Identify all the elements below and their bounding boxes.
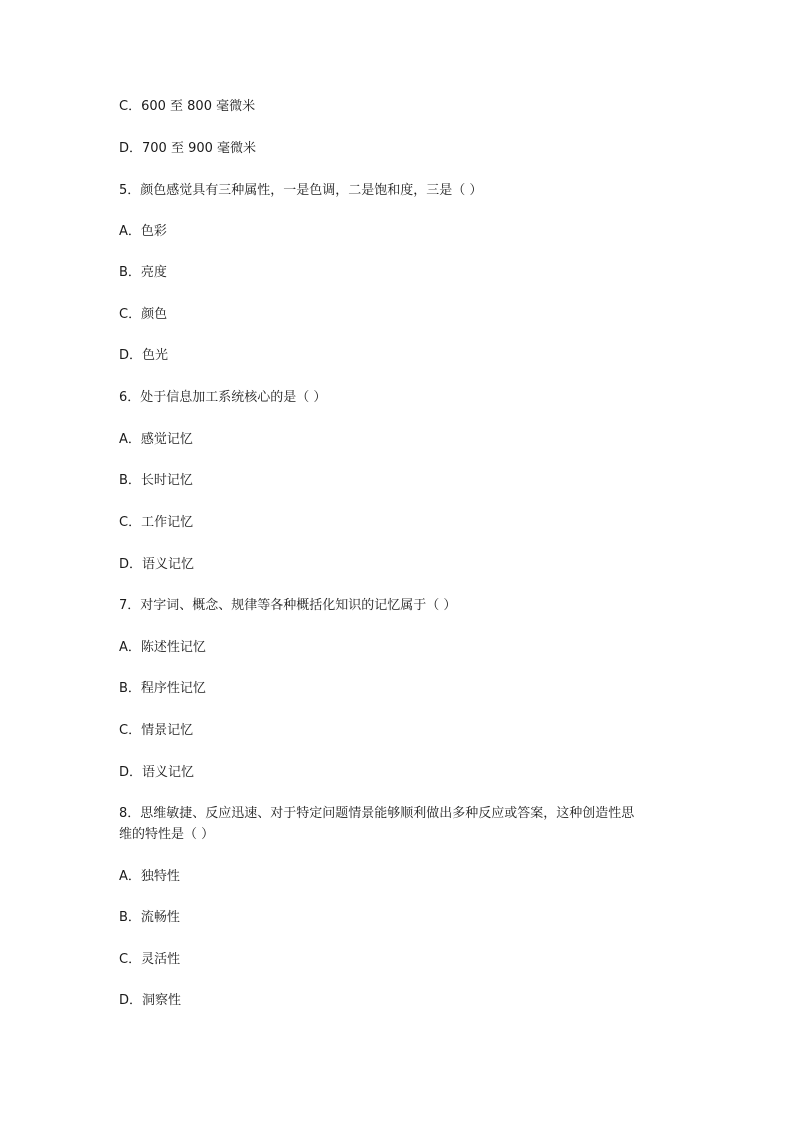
option-7a: A．陈述性记忆 [119,640,206,655]
option-7b: B．程序性记忆 [119,681,206,696]
option-7d: D．语义记忆 [119,765,195,780]
option-6c: C．工作记忆 [119,515,194,530]
option-8d: D．洞察性 [119,993,182,1008]
question-7: 7．对字词、概念、规律等各种概括化知识的记忆属于（ ） [119,598,457,613]
question-6: 6．处于信息加工系统核心的是（ ） [119,390,327,405]
option-8c: C．灵活性 [119,952,181,967]
option-5c: C．颜色 [119,307,168,322]
option-6d: D．语义记忆 [119,557,195,572]
option-4c: C．600 至 800 毫微米 [119,99,256,114]
question-8-line-1: 8．思维敏捷、反应迅速、对于特定问题情景能够顺利做出多种反应或答案，这种创造性思 [119,806,635,821]
option-5d: D．色光 [119,348,169,363]
question-8-line-2: 维的特性是（ ） [119,827,215,842]
option-6a: A．感觉记忆 [119,432,193,447]
question-5: 5．颜色感觉具有三种属性，一是色调，二是饱和度，三是（ ） [119,183,483,198]
option-6b: B．长时记忆 [119,473,193,488]
option-4d: D．700 至 900 毫微米 [119,141,257,156]
option-5b: B．亮度 [119,265,167,280]
option-7c: C．情景记忆 [119,723,194,738]
option-8a: A．独特性 [119,869,180,884]
option-8b: B．流畅性 [119,910,180,925]
option-5a: A．色彩 [119,224,167,239]
